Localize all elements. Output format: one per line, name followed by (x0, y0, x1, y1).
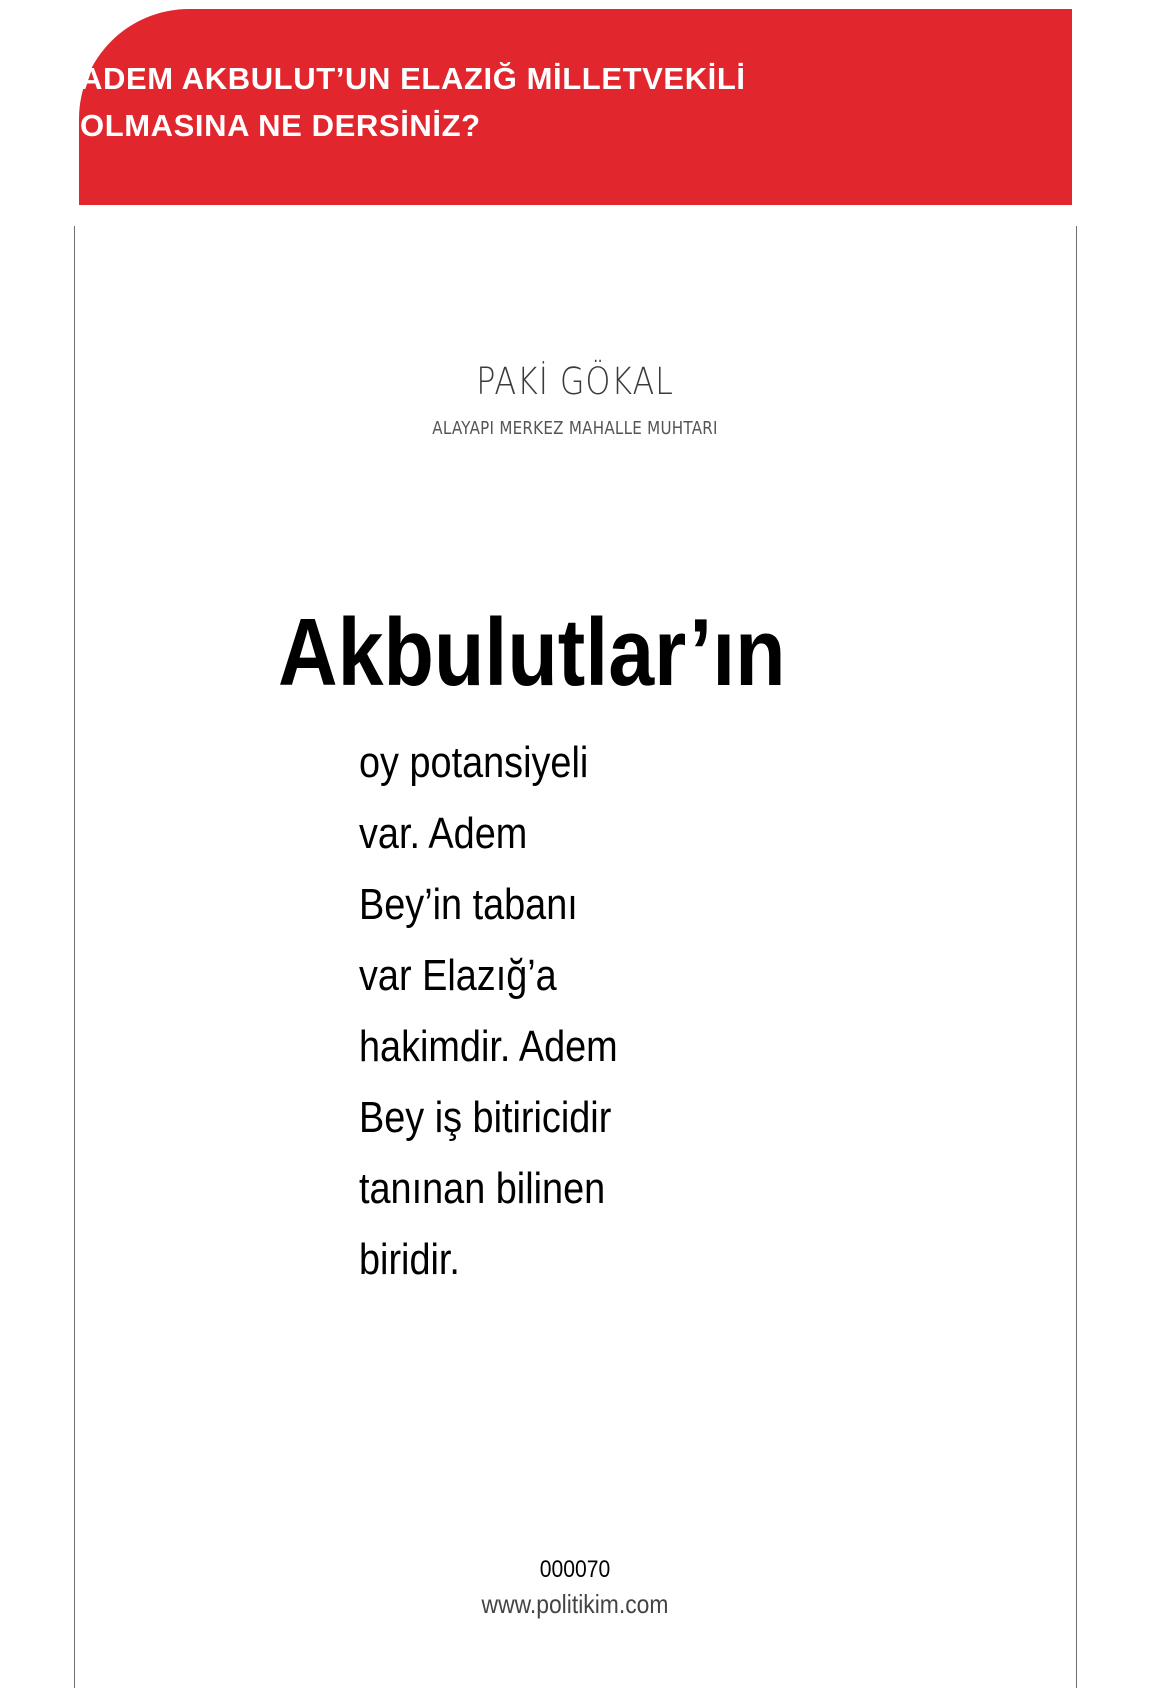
left-border-rule (74, 226, 75, 1688)
quote-line: Bey’in tabanı (359, 880, 578, 929)
author-title: ALAYAPI MERKEZ MAHALLE MUHTARI (432, 418, 718, 439)
quote-line: var Elazığ’a (359, 951, 557, 1000)
quote-line: hakimdir. Adem (359, 1022, 618, 1071)
quote-line: Bey iş bitiricidir (359, 1093, 612, 1142)
quote-body (359, 727, 618, 1295)
page-number: 000070 (539, 1556, 611, 1583)
right-border-rule (1076, 226, 1077, 1688)
quote-line: oy potansiyeli (359, 738, 589, 787)
quote-line: var. Adem (359, 809, 528, 858)
quote-line: tanınan bilinen (359, 1164, 606, 1213)
headline (80, 55, 746, 149)
quote-lead-word: Akbulutlar’ın (278, 599, 786, 706)
headline-line: OLMASINA NE DERSİNİZ? (80, 108, 481, 143)
quote-line: biridir. (359, 1235, 460, 1284)
website-url: www.politikim.com (481, 1589, 669, 1619)
author-name: PAKİ GÖKAL (476, 360, 674, 403)
headline-line: ADEM AKBULUT’UN ELAZIĞ MİLLETVEKİLİ (80, 61, 746, 96)
